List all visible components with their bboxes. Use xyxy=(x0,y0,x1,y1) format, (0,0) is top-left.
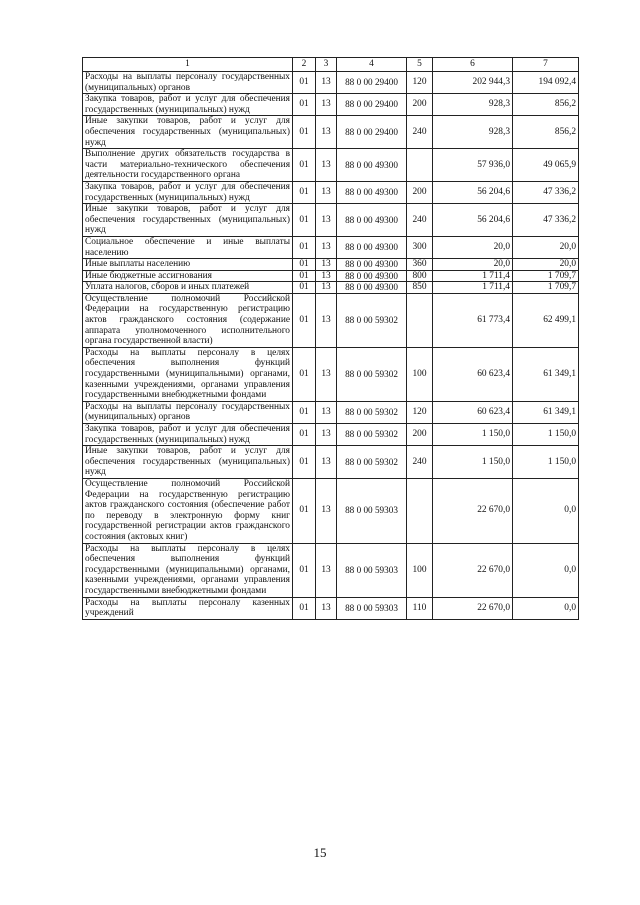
target-article-code: 88 0 00 49300 xyxy=(337,181,407,203)
row-name: Иные бюджетные ассигнования xyxy=(83,270,293,282)
column-header: 2 xyxy=(293,58,316,72)
section-code: 01 xyxy=(293,543,316,597)
target-article-code: 88 0 00 29400 xyxy=(337,94,407,116)
amount-year-2: 20,0 xyxy=(513,259,579,271)
amount-year-2: 61 349,1 xyxy=(513,401,579,423)
row-name: Иные закупки товаров, работ и услуг для обеспечения государственных (муниципальных) нужд xyxy=(83,446,293,479)
subsection-code: 13 xyxy=(316,282,337,294)
section-code: 01 xyxy=(293,204,316,237)
row-name: Закупка товаров, работ и услуг для обеспечения государственных (муниципальных) нужд xyxy=(83,94,293,116)
row-name: Осуществление полномочий Российской Федерации на государственную регистрацию актов гражданского состояния (обеспечение работ по переводу в электронную форму книг государственной регистрации актов гражданского состояния (актовых книг) xyxy=(83,478,293,543)
table-row xyxy=(83,293,579,347)
table-row xyxy=(83,149,579,182)
table-row xyxy=(83,478,579,543)
target-article-code: 88 0 00 59303 xyxy=(337,543,407,597)
target-article-code: 88 0 00 49300 xyxy=(337,259,407,271)
table-row xyxy=(83,270,579,282)
section-code: 01 xyxy=(293,259,316,271)
subsection-code: 13 xyxy=(316,259,337,271)
section-code: 01 xyxy=(293,424,316,446)
amount-year-2: 0,0 xyxy=(513,597,579,619)
amount-year-1: 22 670,0 xyxy=(433,543,513,597)
page-number: 15 xyxy=(313,845,327,860)
row-name: Иные выплаты населению xyxy=(83,259,293,271)
expense-type-code: 800 xyxy=(407,270,433,282)
table-row xyxy=(83,597,579,619)
amount-year-2: 62 499,1 xyxy=(513,293,579,347)
expense-type-code: 850 xyxy=(407,282,433,294)
subsection-code: 13 xyxy=(316,94,337,116)
amount-year-2: 856,2 xyxy=(513,116,579,149)
section-code: 01 xyxy=(293,181,316,203)
column-header: 3 xyxy=(316,58,337,72)
row-name: Расходы на выплаты персоналу государственных (муниципальных) органов xyxy=(83,72,293,94)
table-row xyxy=(83,401,579,423)
amount-year-2: 0,0 xyxy=(513,543,579,597)
amount-year-1: 20,0 xyxy=(433,259,513,271)
row-name: Уплата налогов, сборов и иных платежей xyxy=(83,282,293,294)
amount-year-2: 1 709,7 xyxy=(513,270,579,282)
amount-year-2: 47 336,2 xyxy=(513,181,579,203)
amount-year-1: 56 204,6 xyxy=(433,204,513,237)
table-row xyxy=(83,204,579,237)
section-code: 01 xyxy=(293,236,316,258)
table-row xyxy=(83,259,579,271)
subsection-code: 13 xyxy=(316,116,337,149)
section-code: 01 xyxy=(293,446,316,479)
amount-year-2: 0,0 xyxy=(513,478,579,543)
target-article-code: 88 0 00 59302 xyxy=(337,401,407,423)
expense-type-code: 360 xyxy=(407,259,433,271)
amount-year-2: 49 065,9 xyxy=(513,149,579,182)
table-row xyxy=(83,72,579,94)
amount-year-2: 47 336,2 xyxy=(513,204,579,237)
amount-year-2: 1 709,7 xyxy=(513,282,579,294)
row-name: Иные закупки товаров, работ и услуг для обеспечения государственных (муниципальных) нужд xyxy=(83,116,293,149)
table-row xyxy=(83,446,579,479)
target-article-code: 88 0 00 49300 xyxy=(337,282,407,294)
subsection-code: 13 xyxy=(316,204,337,237)
section-code: 01 xyxy=(293,72,316,94)
column-header: 4 xyxy=(337,58,407,72)
section-code: 01 xyxy=(293,401,316,423)
amount-year-1: 20,0 xyxy=(433,236,513,258)
row-name: Закупка товаров, работ и услуг для обеспечения государственных (муниципальных) нужд xyxy=(83,181,293,203)
section-code: 01 xyxy=(293,478,316,543)
subsection-code: 13 xyxy=(316,293,337,347)
expense-type-code: 240 xyxy=(407,446,433,479)
target-article-code: 88 0 00 59303 xyxy=(337,597,407,619)
budget-table xyxy=(82,57,579,620)
row-name: Расходы на выплаты персоналу в целях обеспечения выполнения функций государственными (муниципальными) органами, казенными учреждениями, органами управления государственными внебюджетными фондами xyxy=(83,543,293,597)
table-row xyxy=(83,181,579,203)
expense-type-code xyxy=(407,293,433,347)
expense-type-code: 110 xyxy=(407,597,433,619)
expense-type-code: 200 xyxy=(407,94,433,116)
amount-year-1: 1 150,0 xyxy=(433,446,513,479)
amount-year-1: 1 711,4 xyxy=(433,270,513,282)
amount-year-2: 20,0 xyxy=(513,236,579,258)
amount-year-1: 60 623,4 xyxy=(433,347,513,401)
table-header-row xyxy=(83,58,579,72)
amount-year-2: 61 349,1 xyxy=(513,347,579,401)
subsection-code: 13 xyxy=(316,446,337,479)
section-code: 01 xyxy=(293,293,316,347)
section-code: 01 xyxy=(293,347,316,401)
expense-type-code: 120 xyxy=(407,401,433,423)
row-name: Выполнение других обязательств государства в части материально-технического обеспечения деятельности государственного органа xyxy=(83,149,293,182)
subsection-code: 13 xyxy=(316,72,337,94)
table-row xyxy=(83,94,579,116)
amount-year-1: 1 150,0 xyxy=(433,424,513,446)
column-header: 6 xyxy=(433,58,513,72)
target-article-code: 88 0 00 59302 xyxy=(337,347,407,401)
subsection-code: 13 xyxy=(316,236,337,258)
table-row xyxy=(83,347,579,401)
column-header: 5 xyxy=(407,58,433,72)
subsection-code: 13 xyxy=(316,597,337,619)
target-article-code: 88 0 00 49300 xyxy=(337,204,407,237)
target-article-code: 88 0 00 29400 xyxy=(337,116,407,149)
section-code: 01 xyxy=(293,94,316,116)
subsection-code: 13 xyxy=(316,401,337,423)
expense-type-code: 240 xyxy=(407,204,433,237)
table-row xyxy=(83,543,579,597)
section-code: 01 xyxy=(293,270,316,282)
amount-year-1: 22 670,0 xyxy=(433,597,513,619)
target-article-code: 88 0 00 49300 xyxy=(337,149,407,182)
amount-year-2: 1 150,0 xyxy=(513,446,579,479)
subsection-code: 13 xyxy=(316,149,337,182)
target-article-code: 88 0 00 59302 xyxy=(337,424,407,446)
subsection-code: 13 xyxy=(316,347,337,401)
target-article-code: 88 0 00 59302 xyxy=(337,446,407,479)
expense-type-code: 300 xyxy=(407,236,433,258)
amount-year-1: 202 944,3 xyxy=(433,72,513,94)
subsection-code: 13 xyxy=(316,478,337,543)
target-article-code: 88 0 00 59303 xyxy=(337,478,407,543)
target-article-code: 88 0 00 29400 xyxy=(337,72,407,94)
amount-year-1: 928,3 xyxy=(433,94,513,116)
section-code: 01 xyxy=(293,597,316,619)
amount-year-1: 61 773,4 xyxy=(433,293,513,347)
column-header: 1 xyxy=(83,58,293,72)
amount-year-2: 856,2 xyxy=(513,94,579,116)
amount-year-1: 57 936,0 xyxy=(433,149,513,182)
subsection-code: 13 xyxy=(316,270,337,282)
table-row xyxy=(83,424,579,446)
table-row xyxy=(83,236,579,258)
expense-type-code: 240 xyxy=(407,116,433,149)
amount-year-1: 928,3 xyxy=(433,116,513,149)
table-row xyxy=(83,282,579,294)
row-name: Закупка товаров, работ и услуг для обеспечения государственных (муниципальных) нужд xyxy=(83,424,293,446)
amount-year-2: 1 150,0 xyxy=(513,424,579,446)
amount-year-1: 1 711,4 xyxy=(433,282,513,294)
subsection-code: 13 xyxy=(316,181,337,203)
expense-type-code xyxy=(407,149,433,182)
table-row xyxy=(83,116,579,149)
amount-year-1: 22 670,0 xyxy=(433,478,513,543)
expense-type-code: 100 xyxy=(407,543,433,597)
row-name: Расходы на выплаты персоналу казенных учреждений xyxy=(83,597,293,619)
amount-year-2: 194 092,4 xyxy=(513,72,579,94)
row-name: Социальное обеспечение и иные выплаты населению xyxy=(83,236,293,258)
section-code: 01 xyxy=(293,116,316,149)
expense-type-code: 200 xyxy=(407,424,433,446)
expense-type-code: 100 xyxy=(407,347,433,401)
subsection-code: 13 xyxy=(316,543,337,597)
target-article-code: 88 0 00 49300 xyxy=(337,236,407,258)
expense-type-code: 120 xyxy=(407,72,433,94)
target-article-code: 88 0 00 59302 xyxy=(337,293,407,347)
row-name: Иные закупки товаров, работ и услуг для обеспечения государственных (муниципальных) нужд xyxy=(83,204,293,237)
target-article-code: 88 0 00 49300 xyxy=(337,270,407,282)
expense-type-code: 200 xyxy=(407,181,433,203)
expense-type-code xyxy=(407,478,433,543)
section-code: 01 xyxy=(293,149,316,182)
amount-year-1: 56 204,6 xyxy=(433,181,513,203)
row-name: Расходы на выплаты персоналу в целях обеспечения выполнения функций государственными (муниципальными) органами, казенными учреждениями, органами управления государственными внебюджетными фондами xyxy=(83,347,293,401)
subsection-code: 13 xyxy=(316,424,337,446)
row-name: Расходы на выплаты персоналу государственных (муниципальных) органов xyxy=(83,401,293,423)
amount-year-1: 60 623,4 xyxy=(433,401,513,423)
row-name: Осуществление полномочий Российской Федерации на государственную регистрацию актов гражданского состояния (содержание аппарата уполномоченного исполнительного органа государственной власти) xyxy=(83,293,293,347)
section-code: 01 xyxy=(293,282,316,294)
column-header: 7 xyxy=(513,58,579,72)
